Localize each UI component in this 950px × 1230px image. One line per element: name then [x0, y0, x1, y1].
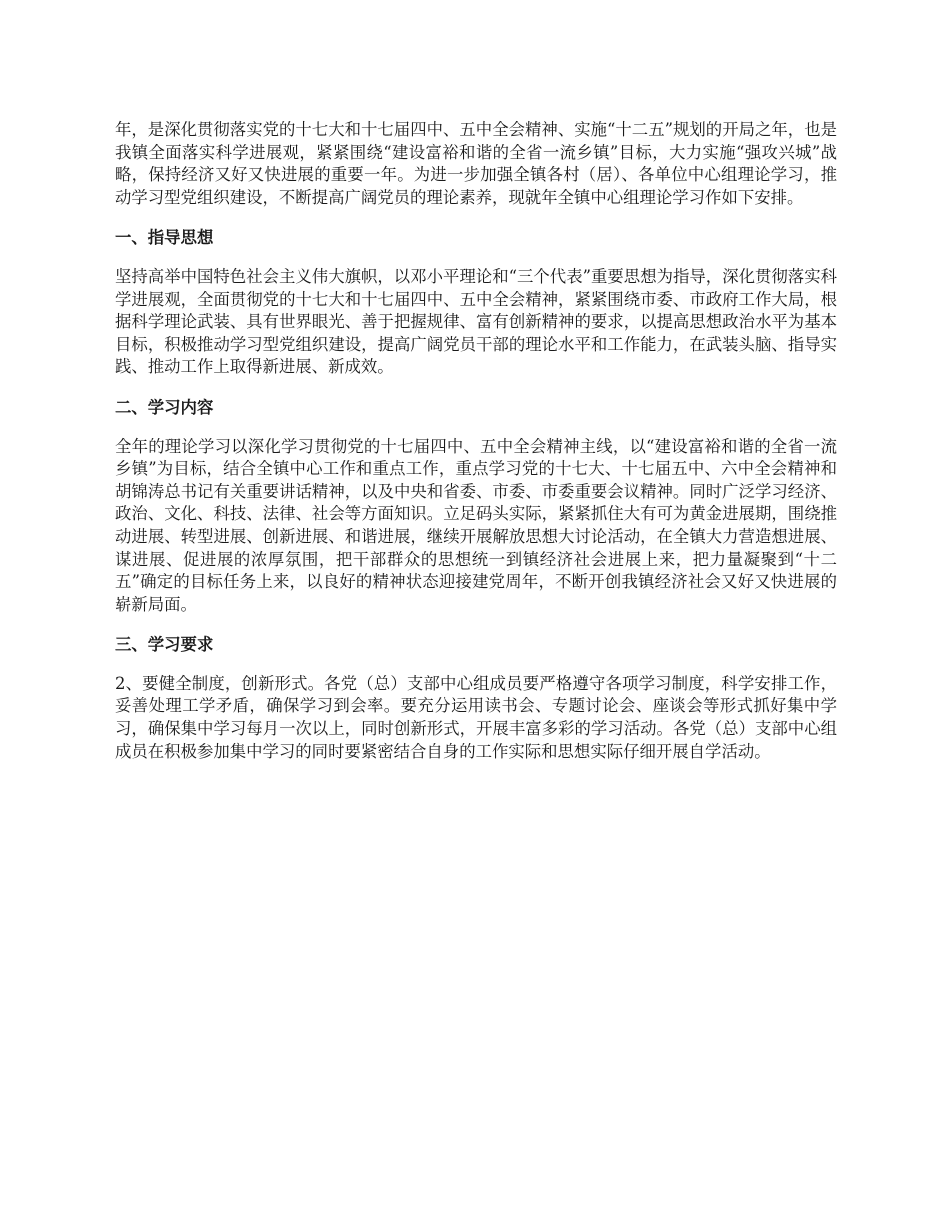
section-body-guiding-ideology: 坚持高举中国特色社会主义伟大旗帜，以邓小平理论和“三个代表”重要思想为指导，深化贯彻落实科学进展观，全面贯彻党的十七大和十七届四中、五中全会精神，紧紧围绕市委、市政府工作大局，根据科学理论武装、具有世界眼光、善于把握规律、富有创新精神的要求，以提高思想政治水平为基本目标，积极推动学习型党组织建设，提高广阔党员干部的理论水平和工作能力，在武装头脑、指导实践、推动工作上取得新进展、新成效。: [115, 266, 837, 377]
section-body-study-requirements: 2、要健全制度，创新形式。各党（总）支部中心组成员要严格遵守各项学习制度，科学安排工作，妥善处理工学矛盾，确保学习到会率。要充分运用读书会、专题讨论会、座谈会等形式抓好集中学习，确保集中学习每月一次以上，同时创新形式，开展丰富多彩的学习活动。各党（总）支部中心组成员在积极参加集中学习的同时要紧密结合自身的工作实际和思想实际仔细开展自学活动。: [115, 673, 837, 761]
intro-paragraph: 年，是深化贯彻落实党的十七大和十七届四中、五中全会精神、实施“十二五”规划的开局之年，也是我镇全面落实科学进展观，紧紧围绕“建设富裕和谐的全省一流乡镇”目标，大力实施“强攻兴城”战略，保持经济又好又快进展的重要一年。为进一步加强全镇各村（居）、各单位中心组理论学习，推动学习型党组织建设，不断提高广阔党员的理论素养，现就年全镇中心组理论学习作如下安排。: [115, 120, 837, 207]
section-heading-study-content: 二、学习内容: [115, 397, 214, 417]
section-body-study-content: 全年的理论学习以深化学习贯彻党的十七届四中、五中全会精神主线，以“建设富裕和谐的全省一流乡镇”为目标，结合全镇中心工作和重点工作，重点学习党的十七大、十七届五中、六中全会精神和胡锦涛总书记有关重要讲话精神，以及中央和省委、市委、市委重要会议精神。同时广泛学习经济、政治、文化、科技、法律、社会等方面知识。立足码头实际，紧紧抓住大有可为黄金进展期，围绕推动进展、转型进展、创新进展、和谐进展，继续开展解放思想大讨论活动，在全镇大力营造想进展、谋进展、促进展的浓厚氛围，把干部群众的思想统一到镇经济社会进展上来，把力量凝聚到“十二五”确定的目标任务上来，以良好的精神状态迎接建党周年，不断开创我镇经济社会又好又快进展的崭新局面。: [115, 436, 837, 614]
section-heading-guiding-ideology: 一、指导思想: [115, 228, 214, 248]
document-page: [115, 119, 837, 781]
section-heading-study-requirements: 三、学习要求: [115, 635, 214, 655]
